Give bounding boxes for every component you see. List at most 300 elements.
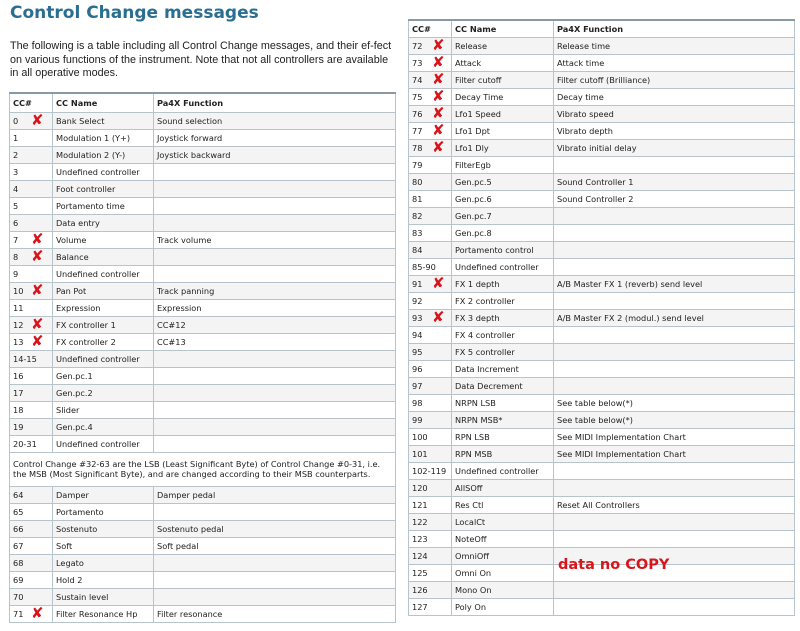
cc-number: 93	[412, 312, 423, 323]
cc-number: 124	[412, 550, 428, 561]
cc-number-cell	[10, 588, 53, 605]
table-row	[409, 173, 795, 190]
cc-name-cell: Volume	[53, 231, 154, 248]
cc-number-cell	[409, 530, 452, 547]
cc-name-cell: Undefined controller	[53, 163, 154, 180]
cc-name-cell: Legato	[53, 554, 154, 571]
red-x-mark-icon: ✘	[432, 275, 445, 292]
cc-number-cell	[10, 554, 53, 571]
table-row	[10, 299, 396, 316]
cc-column-header: CC#	[10, 93, 53, 112]
cc-number: 7	[13, 234, 19, 245]
cc-number-cell	[409, 309, 452, 326]
function-cell: See MIDI Implementation Chart	[554, 428, 795, 445]
table-row	[409, 428, 795, 445]
table-row	[409, 122, 795, 139]
table-row	[10, 214, 396, 231]
red-x-mark-icon: ✘	[31, 231, 44, 248]
cc-number: 1	[13, 132, 19, 143]
red-x-mark-icon: ✘	[432, 37, 445, 54]
table-row	[409, 207, 795, 224]
cc-number-cell	[10, 503, 53, 520]
cc-name-cell: Mono On	[452, 581, 554, 598]
table-row	[10, 367, 396, 384]
cc-name-cell: Release	[452, 37, 554, 54]
cc-number: 102-119	[412, 465, 447, 476]
table-row	[409, 71, 795, 88]
cc-number: 16	[13, 370, 24, 381]
cc-number: 83	[412, 227, 423, 238]
function-cell: Decay time	[554, 88, 795, 105]
red-x-mark-icon: ✘	[432, 88, 445, 105]
cc-number: 18	[13, 404, 24, 415]
function-cell	[154, 384, 396, 401]
cc-number: 79	[412, 159, 423, 170]
cc-number-cell	[409, 411, 452, 428]
function-column-header: Pa4X Function	[154, 93, 396, 112]
cc-number: 6	[13, 217, 19, 228]
function-cell: Reset All Controllers	[554, 496, 795, 513]
function-cell: Joystick forward	[154, 129, 396, 146]
function-cell	[154, 265, 396, 282]
cc-number: 8	[13, 251, 19, 262]
table-row	[10, 401, 396, 418]
function-cell: Damper pedal	[154, 486, 396, 503]
cc-number-cell	[10, 520, 53, 537]
cc-number-cell	[409, 241, 452, 258]
function-cell	[154, 163, 396, 180]
cc-number-cell	[10, 129, 53, 146]
cc-number-cell	[10, 231, 53, 248]
function-cell	[554, 377, 795, 394]
table-row	[409, 462, 795, 479]
function-cell: Release time	[554, 37, 795, 54]
cc-name-cell: FX 2 controller	[452, 292, 554, 309]
function-cell: Vibrato depth	[554, 122, 795, 139]
function-cell	[154, 571, 396, 588]
cc-name-cell: NRPN MSB*	[452, 411, 554, 428]
cc-number-cell	[10, 214, 53, 231]
cc-name-cell: AllSOff	[452, 479, 554, 496]
cc-number-cell	[10, 418, 53, 435]
table-row	[409, 258, 795, 275]
cc-number-cell	[409, 173, 452, 190]
cc-name-cell: Gen.pc.5	[452, 173, 554, 190]
cc-number: 12	[13, 319, 24, 330]
cc-number: 80	[412, 176, 423, 187]
table-row	[10, 248, 396, 265]
cc-number: 64	[13, 489, 24, 500]
intro-paragraph: The following is a table including all Control Change messages, and their ef-fect on various functions of the instrument. Note that not all controllers are available in all operative modes.	[10, 40, 392, 79]
cc-number: 85-90	[412, 261, 436, 272]
function-cell: Sound selection	[154, 112, 396, 129]
table-row	[10, 333, 396, 350]
cc-number: 10	[13, 285, 24, 296]
red-x-mark-icon: ✘	[432, 139, 445, 156]
cc-number-cell	[409, 377, 452, 394]
function-cell	[554, 581, 795, 598]
cc-name-cell: Poly On	[452, 598, 554, 615]
cc-name-cell: Undefined controller	[452, 462, 554, 479]
cc-number: 100	[412, 431, 428, 442]
cc-name-cell: Undefined controller	[53, 265, 154, 282]
cc-name-cell: Bank Select	[53, 112, 154, 129]
cc-name-cell: Modulation 2 (Y-)	[53, 146, 154, 163]
cc-number: 69	[13, 574, 24, 585]
cc-number: 76	[412, 108, 423, 119]
cc-number: 73	[412, 57, 423, 68]
red-x-mark-icon: ✘	[31, 316, 44, 333]
cc-name-cell: FX 3 depth	[452, 309, 554, 326]
cc-number-cell	[409, 496, 452, 513]
cc-number-cell	[10, 384, 53, 401]
function-cell	[554, 326, 795, 343]
cc-number: 120	[412, 482, 428, 493]
table-row	[10, 146, 396, 163]
table-row	[409, 275, 795, 292]
cc-name-cell: Decay Time	[452, 88, 554, 105]
table-row	[409, 241, 795, 258]
cc-number-cell	[10, 333, 53, 350]
function-cell	[554, 479, 795, 496]
function-cell: See MIDI Implementation Chart	[554, 445, 795, 462]
red-x-mark-icon: ✘	[432, 54, 445, 71]
cc-number: 95	[412, 346, 423, 357]
table-row	[409, 598, 795, 615]
cc-name-cell: Soft	[53, 537, 154, 554]
function-cell	[154, 435, 396, 452]
cc-number-cell	[409, 139, 452, 156]
cc-number: 77	[412, 125, 423, 136]
table-row	[409, 360, 795, 377]
red-x-mark-icon: ✘	[31, 605, 44, 622]
table-row	[409, 190, 795, 207]
cc-name-cell: Gen.pc.8	[452, 224, 554, 241]
cc-number: 78	[412, 142, 423, 153]
function-cell: Vibrato speed	[554, 105, 795, 122]
red-x-mark-icon: ✘	[31, 333, 44, 350]
cc-number-cell	[409, 88, 452, 105]
table-row	[10, 503, 396, 520]
function-cell: Sound Controller 2	[554, 190, 795, 207]
cc-number-cell	[409, 105, 452, 122]
cc-number-cell	[409, 513, 452, 530]
table-row	[10, 418, 396, 435]
table-row	[409, 445, 795, 462]
cc-number-cell	[10, 299, 53, 316]
cc-number-cell	[409, 462, 452, 479]
table-row	[10, 571, 396, 588]
cc-number-cell	[409, 122, 452, 139]
cc-number-cell	[10, 486, 53, 503]
cc-name-cell: LocalCt	[452, 513, 554, 530]
table-row	[10, 605, 396, 622]
cc-name-cell: FX 4 controller	[452, 326, 554, 343]
function-cell	[554, 156, 795, 173]
table-row	[409, 326, 795, 343]
function-cell: CC#13	[154, 333, 396, 350]
cc-name-cell: FX controller 2	[53, 333, 154, 350]
cc-number: 65	[13, 506, 24, 517]
cc-name-cell: Lfo1 Dpt	[452, 122, 554, 139]
name-column-header: CC Name	[452, 20, 554, 37]
table-row	[409, 479, 795, 496]
cc-name-cell: Filter Resonance Hp	[53, 605, 154, 622]
cc-name-cell: Data Increment	[452, 360, 554, 377]
function-cell	[154, 554, 396, 571]
function-cell	[154, 197, 396, 214]
cc-number-cell	[10, 265, 53, 282]
red-x-mark-icon: ✘	[31, 248, 44, 265]
right-cc-table	[408, 19, 795, 616]
cc-number-cell	[10, 435, 53, 452]
function-cell	[554, 292, 795, 309]
cc-name-cell: Damper	[53, 486, 154, 503]
table-row	[10, 350, 396, 367]
table-row	[409, 377, 795, 394]
cc-name-cell: Gen.pc.2	[53, 384, 154, 401]
cc-number-cell	[409, 224, 452, 241]
function-cell: A/B Master FX 2 (modul.) send level	[554, 309, 795, 326]
table-row	[409, 513, 795, 530]
table-row	[10, 435, 396, 452]
watermark-text: data no COPY	[558, 557, 670, 573]
cc-name-cell: Undefined controller	[53, 350, 154, 367]
cc-number: 96	[412, 363, 423, 374]
function-cell: Joystick backward	[154, 146, 396, 163]
cc-name-cell: Sostenuto	[53, 520, 154, 537]
cc-name-cell: Hold 2	[53, 571, 154, 588]
cc-name-cell: OmniOff	[452, 547, 554, 564]
cc-number: 74	[412, 74, 423, 85]
cc-number: 92	[412, 295, 423, 306]
cc-name-cell: Filter cutoff	[452, 71, 554, 88]
function-cell: Track volume	[154, 231, 396, 248]
cc-number: 68	[13, 557, 24, 568]
cc-name-cell: Res Ctl	[452, 496, 554, 513]
cc-number: 11	[13, 302, 24, 313]
table-row	[409, 37, 795, 54]
cc-name-cell: Sustain level	[53, 588, 154, 605]
cc-number: 70	[13, 591, 24, 602]
cc-number-cell	[409, 37, 452, 54]
cc-name-cell: Lfo1 Speed	[452, 105, 554, 122]
cc-number: 13	[13, 336, 24, 347]
cc-number-cell	[10, 180, 53, 197]
cc-name-cell: Attack	[452, 54, 554, 71]
cc-number: 3	[13, 166, 19, 177]
function-cell: See table below(*)	[554, 394, 795, 411]
cc-number: 4	[13, 183, 19, 194]
cc-name-cell: Portamento time	[53, 197, 154, 214]
table-row	[10, 282, 396, 299]
cc-number-cell	[10, 571, 53, 588]
cc-number-cell	[409, 360, 452, 377]
table-row	[409, 496, 795, 513]
table-row	[409, 105, 795, 122]
cc-number-cell	[10, 146, 53, 163]
cc-number-cell	[10, 537, 53, 554]
table-row	[409, 394, 795, 411]
lsb-note: Control Change #32-63 are the LSB (Least Significant Byte) of Control Change #0-31, i.e. the MSB (Most Significant Byte), and are changed according to their MSB counterparts.	[10, 452, 396, 486]
cc-number-cell	[409, 394, 452, 411]
cc-number-cell	[10, 401, 53, 418]
cc-number: 20-31	[13, 438, 37, 449]
table-row	[10, 180, 396, 197]
cc-number: 98	[412, 397, 423, 408]
cc-number: 122	[412, 516, 428, 527]
table-row	[10, 112, 396, 129]
cc-name-cell: Slider	[53, 401, 154, 418]
function-cell	[154, 418, 396, 435]
table-row	[409, 581, 795, 598]
cc-name-cell: NRPN LSB	[452, 394, 554, 411]
cc-number: 2	[13, 149, 19, 160]
cc-number: 14-15	[13, 353, 37, 364]
cc-number-cell	[10, 163, 53, 180]
cc-name-cell: Undefined controller	[452, 258, 554, 275]
cc-name-cell: FX 1 depth	[452, 275, 554, 292]
cc-number-cell	[409, 326, 452, 343]
function-cell	[554, 258, 795, 275]
table-row	[10, 129, 396, 146]
cc-name-cell: FX 5 controller	[452, 343, 554, 360]
cc-number-cell	[409, 479, 452, 496]
cc-number-cell	[409, 428, 452, 445]
cc-number-cell	[409, 445, 452, 462]
cc-number-cell	[10, 248, 53, 265]
function-cell: Sostenuto pedal	[154, 520, 396, 537]
cc-name-cell: Gen.pc.6	[452, 190, 554, 207]
cc-number-cell	[409, 207, 452, 224]
table-row	[10, 554, 396, 571]
cc-number: 101	[412, 448, 428, 459]
table-row	[10, 520, 396, 537]
table-row	[409, 309, 795, 326]
cc-name-cell: RPN MSB	[452, 445, 554, 462]
left-cc-table	[9, 92, 396, 623]
cc-number: 94	[412, 329, 423, 340]
cc-number-cell	[409, 564, 452, 581]
table-row	[409, 292, 795, 309]
name-column-header: CC Name	[53, 93, 154, 112]
cc-number: 127	[412, 601, 428, 612]
function-cell: Vibrato initial delay	[554, 139, 795, 156]
function-cell	[154, 350, 396, 367]
cc-number: 0	[13, 115, 19, 126]
red-x-mark-icon: ✘	[432, 71, 445, 88]
function-cell	[554, 513, 795, 530]
cc-number: 67	[13, 540, 24, 551]
table-row	[409, 343, 795, 360]
cc-number-cell	[409, 54, 452, 71]
table-row	[10, 486, 396, 503]
cc-name-cell: FX controller 1	[53, 316, 154, 333]
function-cell	[554, 462, 795, 479]
function-cell: Track panning	[154, 282, 396, 299]
function-cell	[154, 401, 396, 418]
table-row	[409, 411, 795, 428]
cc-number: 121	[412, 499, 428, 510]
cc-number-cell	[10, 282, 53, 299]
cc-name-cell: Lfo1 Dly	[452, 139, 554, 156]
cc-number-cell	[409, 547, 452, 564]
table-row	[10, 197, 396, 214]
cc-name-cell: Pan Pot	[53, 282, 154, 299]
function-cell	[154, 248, 396, 265]
function-cell: Filter resonance	[154, 605, 396, 622]
cc-name-cell: Undefined controller	[53, 435, 154, 452]
cc-number-cell	[409, 156, 452, 173]
cc-number: 75	[412, 91, 423, 102]
function-cell	[154, 588, 396, 605]
cc-number: 71	[13, 608, 24, 619]
red-x-mark-icon: ✘	[432, 105, 445, 122]
cc-number-cell	[409, 71, 452, 88]
cc-name-cell: FilterEgb	[452, 156, 554, 173]
cc-number: 81	[412, 193, 423, 204]
table-row	[409, 139, 795, 156]
cc-name-cell: Portamento	[53, 503, 154, 520]
cc-name-cell: Expression	[53, 299, 154, 316]
function-cell	[154, 214, 396, 231]
red-x-mark-icon: ✘	[31, 112, 44, 129]
cc-number: 5	[13, 200, 19, 211]
function-cell	[154, 367, 396, 384]
cc-name-cell: Modulation 1 (Y+)	[53, 129, 154, 146]
cc-column-header: CC#	[409, 20, 452, 37]
cc-number-cell	[409, 190, 452, 207]
function-cell: Attack time	[554, 54, 795, 71]
table-row	[10, 231, 396, 248]
cc-number-cell	[10, 605, 53, 622]
cc-number: 91	[412, 278, 423, 289]
cc-number-cell	[10, 316, 53, 333]
function-cell: See table below(*)	[554, 411, 795, 428]
cc-name-cell: RPN LSB	[452, 428, 554, 445]
function-cell	[554, 343, 795, 360]
cc-name-cell: NoteOff	[452, 530, 554, 547]
cc-number: 97	[412, 380, 423, 391]
function-cell	[154, 180, 396, 197]
cc-name-cell: Gen.pc.4	[53, 418, 154, 435]
table-row	[409, 54, 795, 71]
cc-number-cell	[409, 343, 452, 360]
function-cell: A/B Master FX 1 (reverb) send level	[554, 275, 795, 292]
function-cell: CC#12	[154, 316, 396, 333]
cc-name-cell: Gen.pc.7	[452, 207, 554, 224]
cc-number-cell	[409, 275, 452, 292]
table-row	[409, 156, 795, 173]
table-row	[409, 88, 795, 105]
cc-number: 19	[13, 421, 24, 432]
function-cell: Soft pedal	[154, 537, 396, 554]
function-cell	[554, 530, 795, 547]
cc-number: 99	[412, 414, 423, 425]
table-row	[10, 163, 396, 180]
cc-number-cell	[409, 598, 452, 615]
cc-number-cell	[10, 367, 53, 384]
table-row	[10, 384, 396, 401]
cc-number: 17	[13, 387, 24, 398]
cc-number: 9	[13, 268, 19, 279]
red-x-mark-icon: ✘	[432, 309, 445, 326]
table-row	[409, 530, 795, 547]
function-cell	[554, 224, 795, 241]
function-cell: Expression	[154, 299, 396, 316]
function-cell	[554, 360, 795, 377]
cc-name-cell: Gen.pc.1	[53, 367, 154, 384]
